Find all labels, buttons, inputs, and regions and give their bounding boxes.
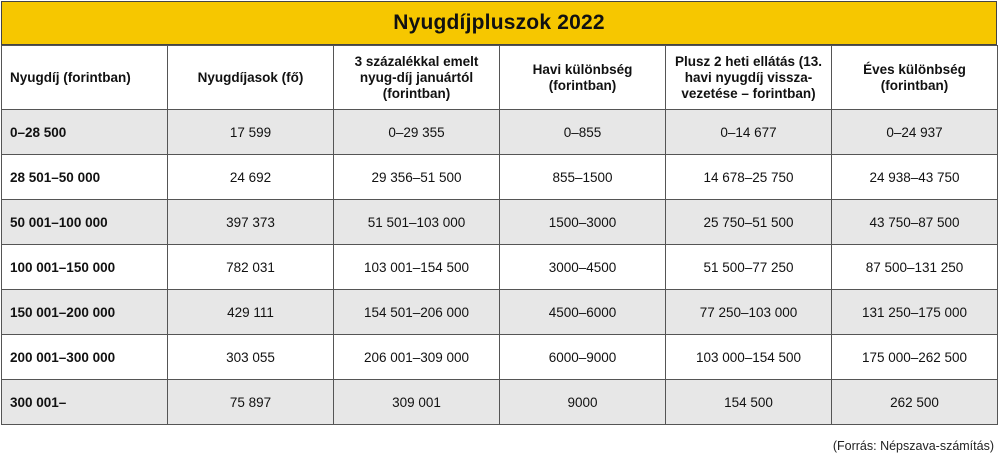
pension-table-figure bbox=[1, 1, 997, 425]
cell-pension-range: 0–28 500 bbox=[2, 110, 168, 155]
cell-monthly-difference: 855–1500 bbox=[500, 155, 666, 200]
cell-pensioners: 782 031 bbox=[168, 245, 334, 290]
cell-raised-pension: 154 501–206 000 bbox=[334, 290, 500, 335]
header-cell-annual-difference: Éves különbség (forintban) bbox=[832, 46, 998, 110]
table-row bbox=[2, 290, 998, 335]
header-cell-raised-pension: 3 százalékkal emelt nyug-díj januártól (forintban) bbox=[334, 46, 500, 110]
header-cell-monthly-difference: Havi különbség (forintban) bbox=[500, 46, 666, 110]
cell-two-week-supplement: 154 500 bbox=[666, 380, 832, 425]
cell-two-week-supplement: 103 000–154 500 bbox=[666, 335, 832, 380]
cell-raised-pension: 51 501–103 000 bbox=[334, 200, 500, 245]
cell-pension-range: 150 001–200 000 bbox=[2, 290, 168, 335]
cell-annual-difference: 43 750–87 500 bbox=[832, 200, 998, 245]
table-row bbox=[2, 200, 998, 245]
cell-pension-range: 50 001–100 000 bbox=[2, 200, 168, 245]
cell-two-week-supplement: 0–14 677 bbox=[666, 110, 832, 155]
table-row bbox=[2, 155, 998, 200]
cell-monthly-difference: 6000–9000 bbox=[500, 335, 666, 380]
table-row bbox=[2, 245, 998, 290]
table-row bbox=[2, 335, 998, 380]
cell-pension-range: 300 001– bbox=[2, 380, 168, 425]
cell-monthly-difference: 1500–3000 bbox=[500, 200, 666, 245]
cell-pensioners: 75 897 bbox=[168, 380, 334, 425]
cell-pension-range: 200 001–300 000 bbox=[2, 335, 168, 380]
cell-annual-difference: 175 000–262 500 bbox=[832, 335, 998, 380]
cell-pensioners: 397 373 bbox=[168, 200, 334, 245]
cell-annual-difference: 0–24 937 bbox=[832, 110, 998, 155]
table-row bbox=[2, 380, 998, 425]
cell-raised-pension: 0–29 355 bbox=[334, 110, 500, 155]
cell-pension-range: 28 501–50 000 bbox=[2, 155, 168, 200]
cell-annual-difference: 24 938–43 750 bbox=[832, 155, 998, 200]
cell-annual-difference: 131 250–175 000 bbox=[832, 290, 998, 335]
cell-pensioners: 24 692 bbox=[168, 155, 334, 200]
cell-pensioners: 429 111 bbox=[168, 290, 334, 335]
cell-two-week-supplement: 77 250–103 000 bbox=[666, 290, 832, 335]
header-row bbox=[2, 46, 998, 110]
cell-monthly-difference: 9000 bbox=[500, 380, 666, 425]
table-title: Nyugdíjpluszok 2022 bbox=[1, 1, 997, 45]
cell-raised-pension: 206 001–309 000 bbox=[334, 335, 500, 380]
pension-table bbox=[1, 45, 998, 425]
cell-pension-range: 100 001–150 000 bbox=[2, 245, 168, 290]
source-note: (Forrás: Népszava-számítás) bbox=[832, 439, 994, 453]
cell-two-week-supplement: 51 500–77 250 bbox=[666, 245, 832, 290]
cell-two-week-supplement: 14 678–25 750 bbox=[666, 155, 832, 200]
cell-pensioners: 17 599 bbox=[168, 110, 334, 155]
cell-annual-difference: 87 500–131 250 bbox=[832, 245, 998, 290]
cell-annual-difference: 262 500 bbox=[832, 380, 998, 425]
cell-raised-pension: 309 001 bbox=[334, 380, 500, 425]
table-row bbox=[2, 110, 998, 155]
cell-monthly-difference: 0–855 bbox=[500, 110, 666, 155]
cell-monthly-difference: 4500–6000 bbox=[500, 290, 666, 335]
cell-raised-pension: 103 001–154 500 bbox=[334, 245, 500, 290]
cell-monthly-difference: 3000–4500 bbox=[500, 245, 666, 290]
header-cell-two-week-supplement: Plusz 2 heti ellátás (13. havi nyugdíj vissza-vezetése – forintban) bbox=[666, 46, 832, 110]
header-cell-pension: Nyugdíj (forintban) bbox=[2, 46, 168, 110]
header-cell-pensioners: Nyugdíjasok (fő) bbox=[168, 46, 334, 110]
cell-two-week-supplement: 25 750–51 500 bbox=[666, 200, 832, 245]
cell-pensioners: 303 055 bbox=[168, 335, 334, 380]
cell-raised-pension: 29 356–51 500 bbox=[334, 155, 500, 200]
